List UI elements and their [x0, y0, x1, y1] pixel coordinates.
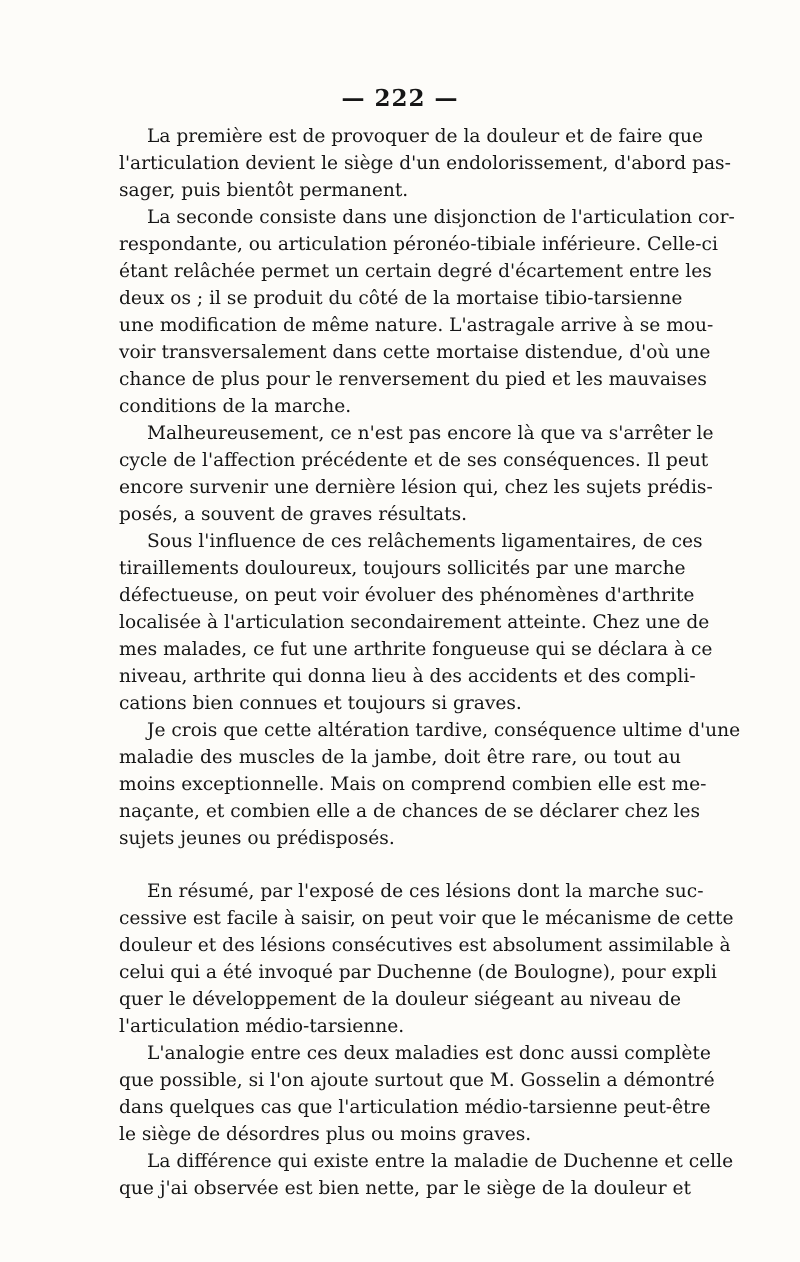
- text-line: Sous l'influence de ces relâchements ligamentaires, de ces: [147, 531, 703, 552]
- text-line: une modification de même nature. L'astragale arrive à se mou-: [119, 315, 714, 336]
- text-line: quer le développement de la douleur siégeant au niveau de: [119, 989, 681, 1010]
- text-line: En résumé, par l'exposé de ces lésions dont la marche suc-: [147, 881, 704, 902]
- paragraph: [119, 204, 735, 420]
- text-line: La seconde consiste dans une disjonction de l'articulation cor-: [147, 207, 735, 228]
- text-line: respondante, ou articulation péronéo-tibiale inférieure. Celle-ci: [119, 234, 718, 255]
- text-line: cessive est facile à saisir, on peut voir que le mécanisme de cette: [119, 908, 734, 929]
- text-line: moins exceptionnelle. Mais on comprend combien elle est me-: [119, 774, 707, 795]
- text-line: défectueuse, on peut voir évoluer des phénomènes d'arthrite: [119, 585, 695, 606]
- paragraph: [119, 528, 713, 717]
- text-line: deux os ; il se produit du côté de la mortaise tibio-tarsienne: [119, 288, 683, 309]
- paragraph: [119, 123, 731, 204]
- text-line: La différence qui existe entre la maladie de Duchenne et celle: [147, 1151, 734, 1172]
- body-text: [119, 123, 741, 1202]
- text-line: que j'ai observée est bien nette, par le siège de la douleur et: [119, 1178, 691, 1199]
- text-line: l'articulation médio-tarsienne.: [119, 1016, 405, 1037]
- text-line: celui qui a été invoqué par Duchenne (de Boulogne), pour expli: [119, 962, 717, 983]
- paragraph: [119, 878, 734, 1040]
- text-line: tiraillements douloureux, toujours sollicités par une marche: [119, 558, 686, 579]
- text-line: niveau, arthrite qui donna lieu à des accidents et des compli-: [119, 666, 696, 687]
- paragraph: [119, 1040, 715, 1148]
- text-line: douleur et des lésions consécutives est absolument assimilable à: [119, 935, 731, 956]
- text-line: voir transversalement dans cette mortaise distendue, d'où une: [119, 342, 711, 363]
- text-line: étant relâchée permet un certain degré d'écartement entre les: [119, 261, 712, 282]
- text-line: cations bien connues et toujours si graves.: [119, 693, 522, 714]
- paragraph: [119, 1148, 734, 1202]
- text-line: sager, puis bientôt permanent.: [119, 180, 409, 201]
- text-line: l'articulation devient le siège d'un endolorissement, d'abord pas-: [119, 153, 731, 174]
- text-line: maladie des muscles de la jambe, doit être rare, ou tout au: [119, 747, 681, 768]
- paragraph: [119, 717, 741, 852]
- text-line: posés, a souvent de graves résultats.: [119, 504, 468, 525]
- text-line: La première est de provoquer de la douleur et de faire que: [147, 126, 703, 147]
- text-line: conditions de la marche.: [119, 396, 352, 417]
- paragraph-gap: [119, 852, 681, 878]
- text-line: dans quelques cas que l'articulation médio-tarsienne peut-être: [119, 1097, 711, 1118]
- text-line: L'analogie entre ces deux maladies est donc aussi complète: [147, 1043, 711, 1064]
- text-line: sujets jeunes ou prédisposés.: [119, 828, 395, 849]
- text-line: cycle de l'affection précédente et de ses conséquences. Il peut: [119, 450, 709, 471]
- text-line: chance de plus pour le renversement du pied et les mauvaises: [119, 369, 707, 390]
- text-line: le siège de désordres plus ou moins graves.: [119, 1124, 532, 1145]
- text-line: localisée à l'articulation secondairement atteinte. Chez une de: [119, 612, 710, 633]
- text-line: encore survenir une dernière lésion qui, chez les sujets prédis-: [119, 477, 713, 498]
- paragraph: [119, 420, 714, 528]
- text-line: naçante, et combien elle a de chances de se déclarer chez les: [119, 801, 701, 822]
- text-line: que possible, si l'on ajoute surtout que M. Gosselin a démontré: [119, 1070, 715, 1091]
- text-line: mes malades, ce fut une arthrite fongueuse qui se déclara à ce: [119, 639, 713, 660]
- text-line: Malheureusement, ce n'est pas encore là que va s'arrêter le: [147, 423, 714, 444]
- text-line: Je crois que cette altération tardive, conséquence ultime d'une: [147, 720, 741, 741]
- page-number: — 222 —: [341, 85, 459, 112]
